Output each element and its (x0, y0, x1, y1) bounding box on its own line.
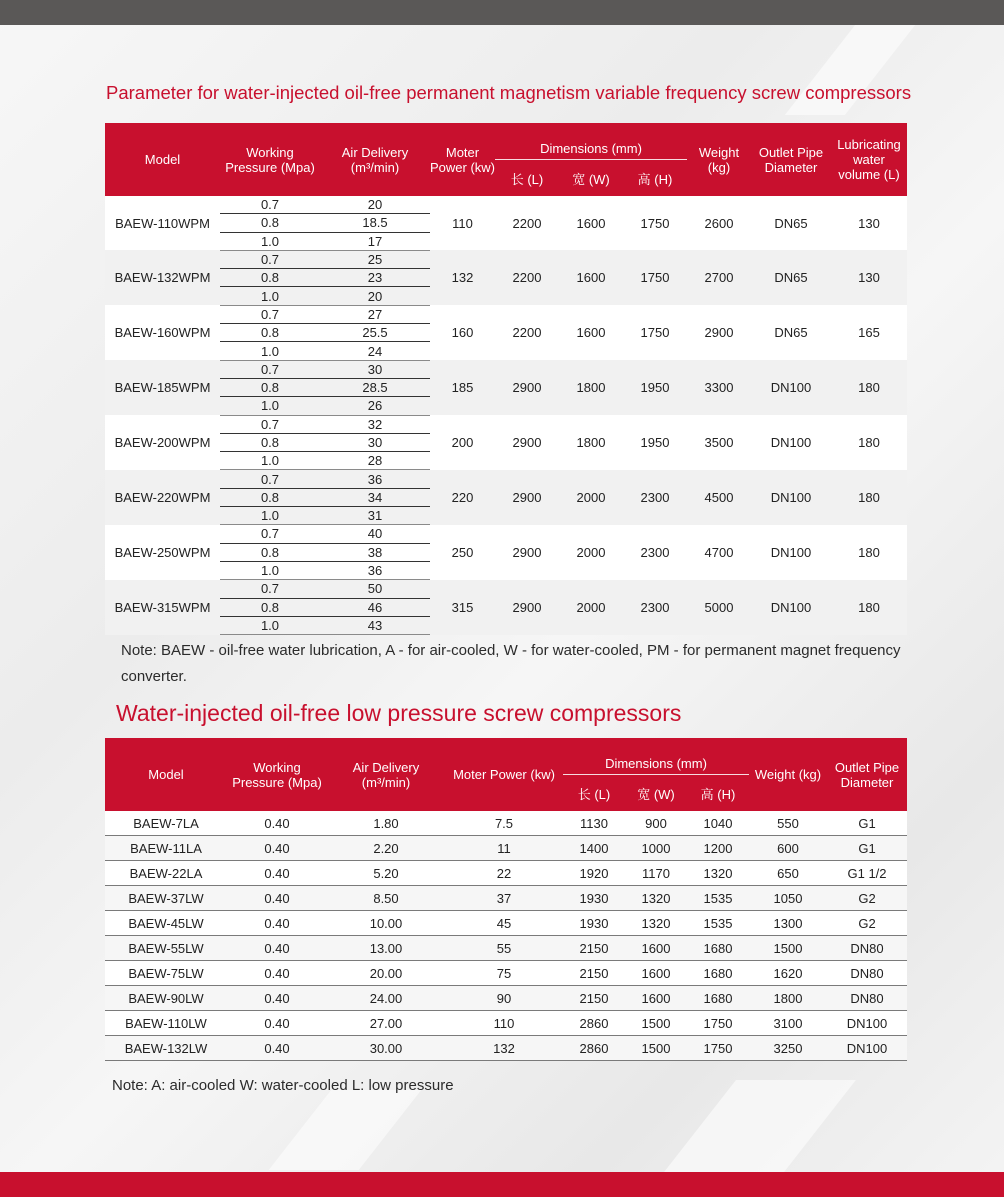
note-low-pressure-legend: Note: A: air-cooled W: water-cooled L: low pressure (112, 1077, 454, 1094)
lubricating-cell: 180 (831, 525, 907, 580)
air-delivery-cell: 25 (320, 250, 430, 268)
power-cell: 220 (430, 470, 495, 525)
length-cell: 2900 (495, 415, 559, 470)
length-cell: 2200 (495, 305, 559, 360)
air-delivery-cell: 30.00 (327, 1036, 445, 1061)
air-delivery-cell: 24.00 (327, 986, 445, 1011)
table-row (105, 936, 907, 961)
power-cell: 90 (445, 986, 563, 1011)
outlet-cell: G1 (827, 811, 907, 836)
width-cell: 1170 (625, 861, 687, 886)
power-cell: 75 (445, 961, 563, 986)
lubricating-cell: 180 (831, 470, 907, 525)
width-cell: 1600 (625, 961, 687, 986)
model-cell: BAEW-11LA (105, 836, 227, 861)
pressure-cell: 1.0 (220, 342, 320, 360)
model-cell: BAEW-200WPM (105, 415, 220, 470)
air-delivery-cell: 26 (320, 397, 430, 415)
col-header-model: Model (105, 738, 227, 811)
table-row (105, 861, 907, 886)
pm-compressor-table (105, 123, 907, 635)
length-cell: 2150 (563, 961, 625, 986)
height-cell: 1535 (687, 911, 749, 936)
table-row (105, 886, 907, 911)
outlet-cell: DN65 (751, 305, 831, 360)
air-delivery-cell: 20.00 (327, 961, 445, 986)
col-header-weight: Weight (kg) (749, 738, 827, 811)
air-delivery-cell: 31 (320, 507, 430, 525)
outlet-cell: DN80 (827, 961, 907, 986)
outlet-cell: DN100 (751, 525, 831, 580)
outlet-cell: G1 1/2 (827, 861, 907, 886)
air-delivery-cell: 13.00 (327, 936, 445, 961)
weight-cell: 1500 (749, 936, 827, 961)
air-delivery-cell: 8.50 (327, 886, 445, 911)
lubricating-cell: 130 (831, 250, 907, 305)
air-delivery-cell: 2.20 (327, 836, 445, 861)
weight-cell: 550 (749, 811, 827, 836)
table-row (105, 961, 907, 986)
pressure-cell: 0.40 (227, 836, 327, 861)
lubricating-cell: 130 (831, 196, 907, 250)
air-delivery-cell: 23 (320, 269, 430, 287)
weight-cell: 4700 (687, 525, 751, 580)
model-cell: BAEW-22LA (105, 861, 227, 886)
length-cell: 1400 (563, 836, 625, 861)
col-header-height: 高 (H) (623, 163, 687, 196)
width-cell: 1320 (625, 911, 687, 936)
height-cell: 1750 (687, 1036, 749, 1061)
width-cell: 1600 (559, 305, 623, 360)
col-header-weight: Weight (kg) (687, 123, 751, 196)
lubricating-cell: 180 (831, 360, 907, 415)
length-cell: 2200 (495, 250, 559, 305)
height-cell: 1680 (687, 961, 749, 986)
air-delivery-cell: 36 (320, 470, 430, 488)
weight-cell: 1620 (749, 961, 827, 986)
air-delivery-cell: 5.20 (327, 861, 445, 886)
air-delivery-cell: 25.5 (320, 324, 430, 342)
pressure-cell: 0.40 (227, 986, 327, 1011)
width-cell: 2000 (559, 470, 623, 525)
table-row (105, 1011, 907, 1036)
length-cell: 2900 (495, 580, 559, 635)
col-header-length: 长 (L) (563, 778, 625, 811)
col-header-width: 宽 (W) (559, 163, 623, 196)
model-cell: BAEW-132WPM (105, 250, 220, 305)
height-cell: 1950 (623, 415, 687, 470)
height-cell: 2300 (623, 470, 687, 525)
power-cell: 160 (430, 305, 495, 360)
pressure-cell: 0.40 (227, 886, 327, 911)
pressure-cell: 0.7 (220, 580, 320, 598)
air-delivery-cell: 50 (320, 580, 430, 598)
power-cell: 110 (430, 196, 495, 250)
air-delivery-cell: 30 (320, 433, 430, 451)
outlet-cell: DN100 (827, 1011, 907, 1036)
power-cell: 110 (445, 1011, 563, 1036)
power-cell: 7.5 (445, 811, 563, 836)
pressure-cell: 0.8 (220, 488, 320, 506)
pressure-cell: 0.8 (220, 378, 320, 396)
height-cell: 1750 (623, 196, 687, 250)
col-header-height: 高 (H) (687, 778, 749, 811)
air-delivery-cell: 40 (320, 525, 430, 543)
length-cell: 2860 (563, 1036, 625, 1061)
table-row (105, 811, 907, 836)
model-cell: BAEW-220WPM (105, 470, 220, 525)
width-cell: 1600 (559, 250, 623, 305)
width-cell: 1600 (625, 936, 687, 961)
outlet-cell: G1 (827, 836, 907, 861)
col-header-length: 长 (L) (495, 163, 559, 196)
width-cell: 1500 (625, 1011, 687, 1036)
height-cell: 2300 (623, 525, 687, 580)
pressure-cell: 0.7 (220, 196, 320, 214)
outlet-cell: DN100 (827, 1036, 907, 1061)
model-cell: BAEW-185WPM (105, 360, 220, 415)
col-header-outlet: Outlet Pipe Diameter (751, 123, 831, 196)
length-cell: 2900 (495, 525, 559, 580)
pressure-cell: 1.0 (220, 397, 320, 415)
power-cell: 315 (430, 580, 495, 635)
weight-cell: 3100 (749, 1011, 827, 1036)
weight-cell: 1800 (749, 986, 827, 1011)
pressure-cell: 1.0 (220, 287, 320, 305)
outlet-cell: DN100 (751, 415, 831, 470)
pressure-cell: 1.0 (220, 452, 320, 470)
air-delivery-cell: 10.00 (327, 911, 445, 936)
length-cell: 2900 (495, 360, 559, 415)
height-cell: 1200 (687, 836, 749, 861)
col-header-power: Moter Power (kw) (430, 123, 495, 196)
length-cell: 1930 (563, 911, 625, 936)
col-header-model: Model (105, 123, 220, 196)
top-bar (0, 0, 1004, 25)
air-delivery-cell: 20 (320, 196, 430, 214)
height-cell: 1680 (687, 936, 749, 961)
width-cell: 1320 (625, 886, 687, 911)
pressure-cell: 0.8 (220, 543, 320, 561)
model-cell: BAEW-250WPM (105, 525, 220, 580)
pressure-cell: 0.40 (227, 1036, 327, 1061)
model-cell: BAEW-160WPM (105, 305, 220, 360)
air-delivery-cell: 32 (320, 415, 430, 433)
model-cell: BAEW-90LW (105, 986, 227, 1011)
col-header-pressure: Working Pressure (Mpa) (220, 123, 320, 196)
air-delivery-cell: 43 (320, 616, 430, 634)
height-cell: 1040 (687, 811, 749, 836)
length-cell: 1920 (563, 861, 625, 886)
pressure-cell: 0.7 (220, 305, 320, 323)
col-header-dimensions: Dimensions (mm) (495, 123, 687, 163)
length-cell: 2150 (563, 936, 625, 961)
outlet-cell: DN100 (751, 360, 831, 415)
air-delivery-cell: 28.5 (320, 378, 430, 396)
outlet-cell: DN65 (751, 196, 831, 250)
power-cell: 37 (445, 886, 563, 911)
bottom-bar (0, 1172, 1004, 1197)
table-row (105, 986, 907, 1011)
low-pressure-table (105, 738, 907, 1061)
model-cell: BAEW-55LW (105, 936, 227, 961)
air-delivery-cell: 46 (320, 598, 430, 616)
note-pm-legend: Note: BAEW - oil-free water lubrication, A - for air-cooled, W - for water-cooled, PM - for permanent magnet frequency converter. (121, 642, 901, 685)
air-delivery-cell: 1.80 (327, 811, 445, 836)
outlet-cell: G2 (827, 911, 907, 936)
col-header-power: Moter Power (kw) (445, 738, 563, 811)
power-cell: 22 (445, 861, 563, 886)
weight-cell: 1300 (749, 911, 827, 936)
table-row (105, 836, 907, 861)
model-cell: BAEW-315WPM (105, 580, 220, 635)
section-title-low-pressure: Water-injected oil-free low pressure screw compressors (116, 700, 682, 726)
table-row (105, 1036, 907, 1061)
width-cell: 1500 (625, 1036, 687, 1061)
height-cell: 1535 (687, 886, 749, 911)
power-cell: 250 (430, 525, 495, 580)
pressure-cell: 0.40 (227, 811, 327, 836)
power-cell: 132 (430, 250, 495, 305)
width-cell: 1600 (625, 986, 687, 1011)
air-delivery-cell: 30 (320, 360, 430, 378)
air-delivery-cell: 27.00 (327, 1011, 445, 1036)
width-cell: 1000 (625, 836, 687, 861)
pressure-cell: 0.40 (227, 911, 327, 936)
air-delivery-cell: 38 (320, 543, 430, 561)
width-cell: 2000 (559, 580, 623, 635)
weight-cell: 600 (749, 836, 827, 861)
col-header-dimensions: Dimensions (mm) (563, 738, 749, 778)
pressure-cell: 1.0 (220, 616, 320, 634)
length-cell: 1930 (563, 886, 625, 911)
height-cell: 1320 (687, 861, 749, 886)
model-cell: BAEW-132LW (105, 1036, 227, 1061)
lubricating-cell: 165 (831, 305, 907, 360)
model-cell: BAEW-75LW (105, 961, 227, 986)
table-row (105, 911, 907, 936)
pressure-cell: 0.7 (220, 250, 320, 268)
pressure-cell: 0.40 (227, 1011, 327, 1036)
outlet-cell: DN65 (751, 250, 831, 305)
weight-cell: 650 (749, 861, 827, 886)
height-cell: 1680 (687, 986, 749, 1011)
air-delivery-cell: 36 (320, 561, 430, 579)
height-cell: 1750 (687, 1011, 749, 1036)
col-header-outlet: Outlet Pipe Diameter (827, 738, 907, 811)
length-cell: 2150 (563, 986, 625, 1011)
col-header-width: 宽 (W) (625, 778, 687, 811)
power-cell: 132 (445, 1036, 563, 1061)
lubricating-cell: 180 (831, 580, 907, 635)
width-cell: 900 (625, 811, 687, 836)
pressure-cell: 0.7 (220, 525, 320, 543)
pressure-cell: 0.7 (220, 360, 320, 378)
length-cell: 2860 (563, 1011, 625, 1036)
pressure-cell: 0.40 (227, 961, 327, 986)
pressure-cell: 1.0 (220, 232, 320, 250)
height-cell: 1950 (623, 360, 687, 415)
outlet-cell: DN80 (827, 936, 907, 961)
model-cell: BAEW-110WPM (105, 196, 220, 250)
weight-cell: 1050 (749, 886, 827, 911)
air-delivery-cell: 28 (320, 452, 430, 470)
air-delivery-cell: 18.5 (320, 214, 430, 232)
model-cell: BAEW-45LW (105, 911, 227, 936)
air-delivery-cell: 24 (320, 342, 430, 360)
model-cell: BAEW-37LW (105, 886, 227, 911)
pressure-cell: 0.8 (220, 598, 320, 616)
weight-cell: 2700 (687, 250, 751, 305)
background-stripe (664, 1080, 856, 1172)
power-cell: 200 (430, 415, 495, 470)
weight-cell: 2600 (687, 196, 751, 250)
outlet-cell: DN100 (751, 580, 831, 635)
height-cell: 1750 (623, 305, 687, 360)
length-cell: 1130 (563, 811, 625, 836)
col-header-lubricating: Lubricating water volume (L) (831, 123, 907, 196)
air-delivery-cell: 34 (320, 488, 430, 506)
power-cell: 45 (445, 911, 563, 936)
weight-cell: 5000 (687, 580, 751, 635)
col-header-air-delivery: Air Delivery (m³/min) (327, 738, 445, 811)
section-title-pm-compressors: Parameter for water-injected oil-free permanent magnetism variable frequency screw compressors (106, 82, 912, 103)
power-cell: 55 (445, 936, 563, 961)
width-cell: 2000 (559, 525, 623, 580)
air-delivery-cell: 27 (320, 305, 430, 323)
width-cell: 1800 (559, 360, 623, 415)
pressure-cell: 0.8 (220, 214, 320, 232)
pressure-cell: 0.7 (220, 470, 320, 488)
pressure-cell: 0.8 (220, 433, 320, 451)
col-header-pressure: Working Pressure (Mpa) (227, 738, 327, 811)
weight-cell: 2900 (687, 305, 751, 360)
pressure-cell: 0.8 (220, 324, 320, 342)
length-cell: 2200 (495, 196, 559, 250)
air-delivery-cell: 17 (320, 232, 430, 250)
col-header-air-delivery: Air Delivery (m³/min) (320, 123, 430, 196)
pressure-cell: 1.0 (220, 507, 320, 525)
power-cell: 185 (430, 360, 495, 415)
pressure-cell: 0.40 (227, 861, 327, 886)
pressure-cell: 0.8 (220, 269, 320, 287)
length-cell: 2900 (495, 470, 559, 525)
height-cell: 1750 (623, 250, 687, 305)
air-delivery-cell: 20 (320, 287, 430, 305)
background-stripe (269, 1090, 422, 1170)
power-cell: 11 (445, 836, 563, 861)
model-cell: BAEW-7LA (105, 811, 227, 836)
outlet-cell: G2 (827, 886, 907, 911)
lubricating-cell: 180 (831, 415, 907, 470)
model-cell: BAEW-110LW (105, 1011, 227, 1036)
width-cell: 1600 (559, 196, 623, 250)
weight-cell: 4500 (687, 470, 751, 525)
width-cell: 1800 (559, 415, 623, 470)
height-cell: 2300 (623, 580, 687, 635)
pressure-cell: 1.0 (220, 561, 320, 579)
pressure-cell: 0.40 (227, 936, 327, 961)
weight-cell: 3250 (749, 1036, 827, 1061)
pressure-cell: 0.7 (220, 415, 320, 433)
outlet-cell: DN100 (751, 470, 831, 525)
weight-cell: 3300 (687, 360, 751, 415)
outlet-cell: DN80 (827, 986, 907, 1011)
weight-cell: 3500 (687, 415, 751, 470)
